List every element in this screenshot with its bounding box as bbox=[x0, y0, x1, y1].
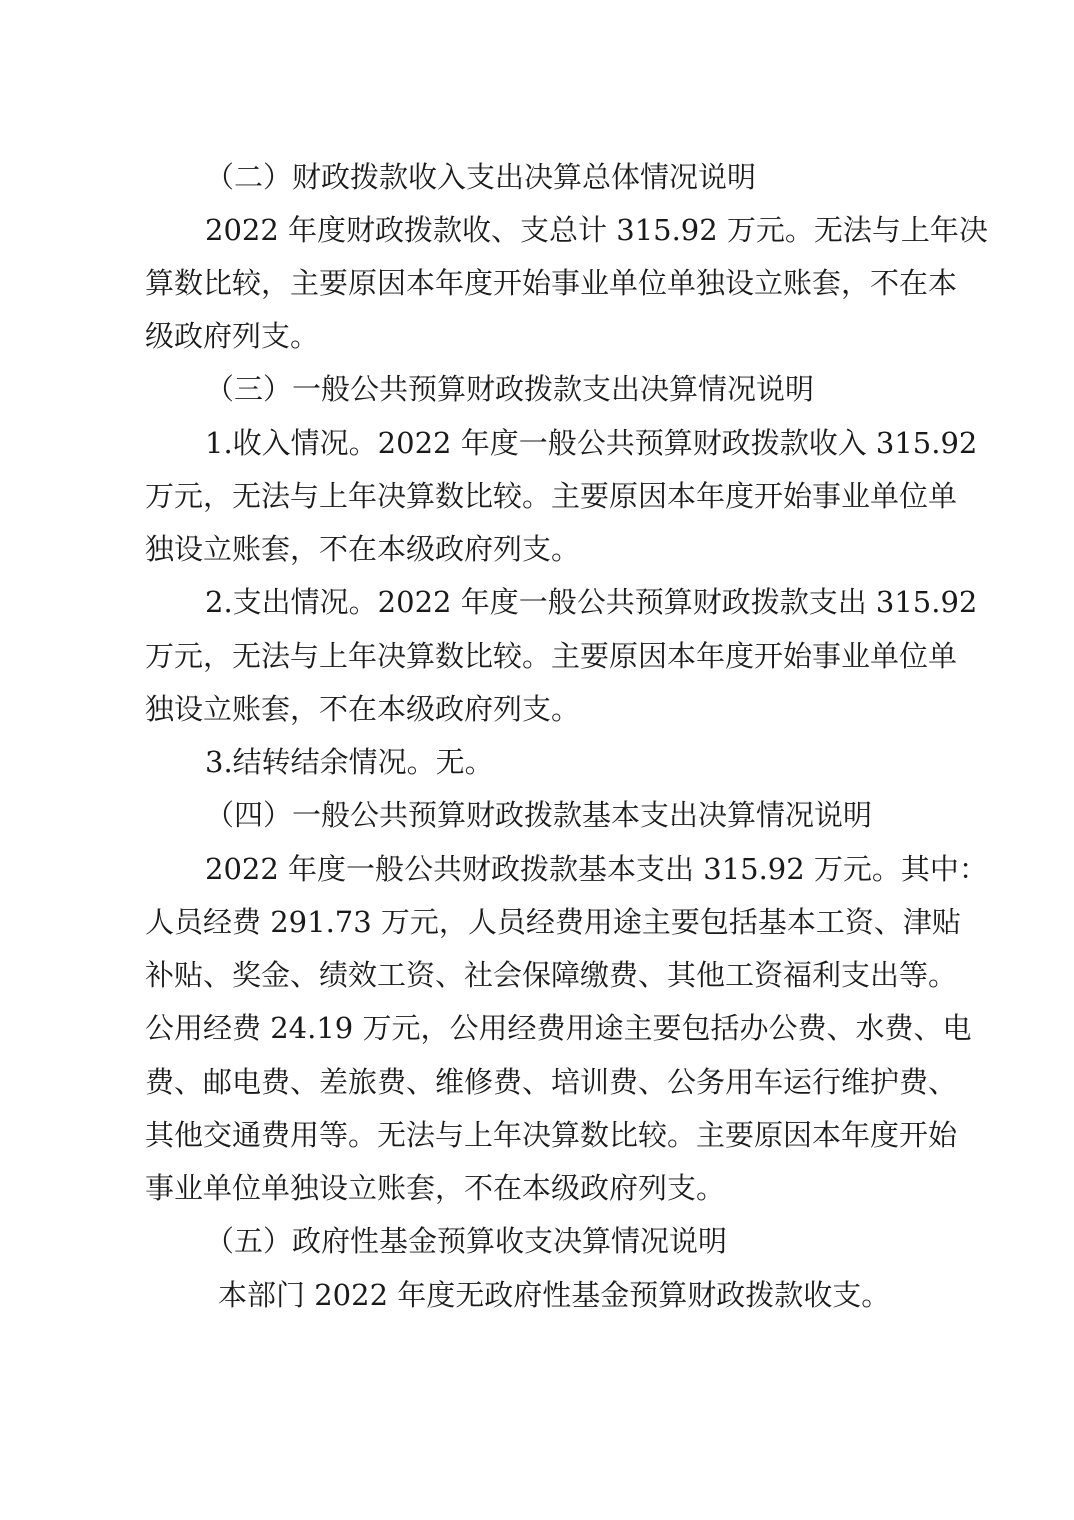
paragraph-line: 公用经费 24.19 万元，公用经费用途主要包括办公费、水费、电 bbox=[145, 1011, 972, 1045]
paragraph-line: 1.收入情况。2022 年度一般公共预算财政拨款收入 315.92 bbox=[205, 426, 978, 460]
paragraph-line: 万元，无法与上年决算数比较。主要原因本年度开始事业单位单 bbox=[145, 479, 958, 513]
paragraph-line: 2022 年度财政拨款收、支总计 315.92 万元。无法与上年决 bbox=[205, 213, 988, 247]
paragraph-line: 级政府列支。 bbox=[145, 319, 320, 353]
paragraph-line: 万元，无法与上年决算数比较。主要原因本年度开始事业单位单 bbox=[145, 639, 958, 673]
paragraph-line: 费、邮电费、差旅费、维修费、培训费、公务用车运行维护费、 bbox=[145, 1065, 958, 1099]
section-heading-4: （四）一般公共预算财政拨款基本支出决算情况说明 bbox=[205, 798, 873, 832]
paragraph-line: 人员经费 291.73 万元，人员经费用途主要包括基本工资、津贴 bbox=[145, 905, 961, 939]
paragraph-line: 独设立账套，不在本级政府列支。 bbox=[145, 532, 581, 566]
paragraph-line: 算数比较，主要原因本年度开始事业单位单独设立账套，不在本 bbox=[145, 266, 958, 300]
paragraph-line: 独设立账套，不在本级政府列支。 bbox=[145, 692, 581, 726]
paragraph-line: 本部门 2022 年度无政府性基金预算财政拨款收支。 bbox=[218, 1278, 891, 1312]
paragraph-line: 2.支出情况。2022 年度一般公共预算财政拨款支出 315.92 bbox=[205, 585, 978, 619]
paragraph-line: 其他交通费用等。无法与上年决算数比较。主要原因本年度开始 bbox=[145, 1118, 958, 1152]
section-heading-5: （五）政府性基金预算收支决算情况说明 bbox=[205, 1224, 728, 1258]
paragraph-line: 事业单位单独设立账套，不在本级政府列支。 bbox=[145, 1171, 726, 1205]
section-heading-2: （二）财政拨款收入支出决算总体情况说明 bbox=[205, 160, 757, 194]
paragraph-line: 补贴、奖金、绩效工资、社会保障缴费、其他工资福利支出等。 bbox=[145, 958, 958, 992]
section-heading-3: （三）一般公共预算财政拨款支出决算情况说明 bbox=[205, 372, 815, 406]
paragraph-line: 3.结转结余情况。无。 bbox=[205, 745, 494, 779]
paragraph-line: 2022 年度一般公共财政拨款基本支出 315.92 万元。其中： bbox=[205, 852, 988, 886]
